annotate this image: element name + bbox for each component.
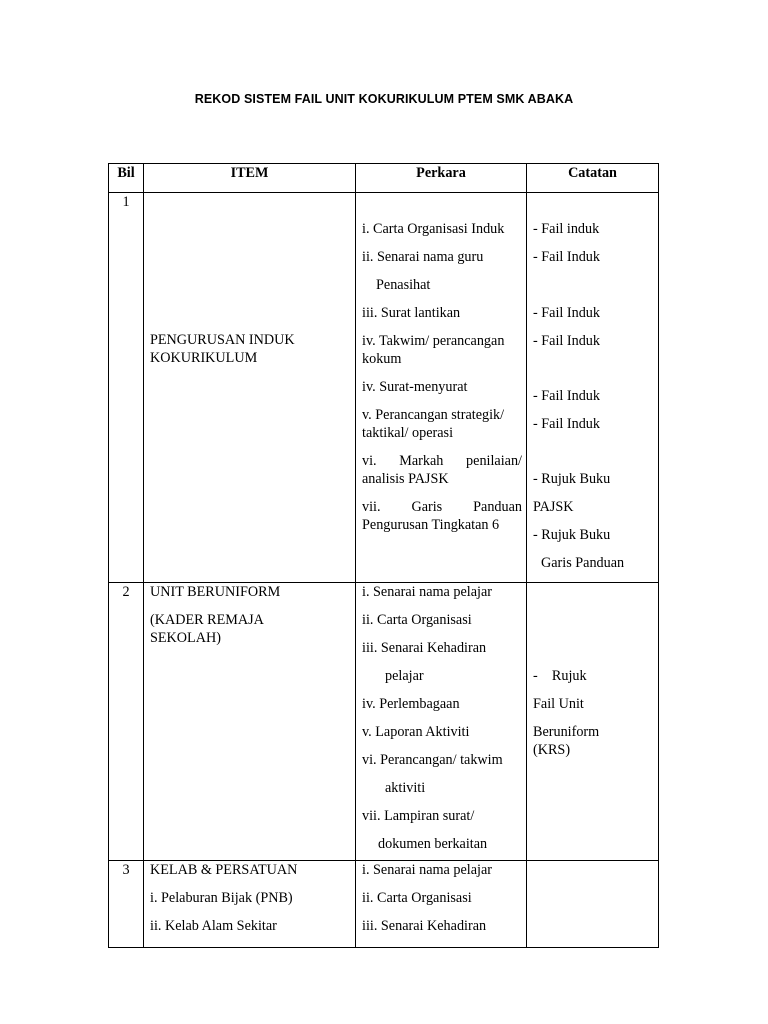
catatan-cell [527, 861, 659, 948]
table-row [109, 193, 659, 583]
document-title: REKOD SISTEM FAIL UNIT KOKURIKULUM PTEM SMK ABAKA [194, 92, 574, 106]
header-perkara: Perkara [356, 164, 527, 193]
item-cell [144, 193, 356, 583]
catatan-line: - Fail Induk [533, 305, 600, 321]
perkara-line: ii. Carta Organisasi [362, 890, 472, 906]
catatan-cell [527, 583, 659, 861]
catatan-line: - Fail induk [533, 221, 600, 237]
perkara-line: i. Carta Organisasi Induk [362, 221, 505, 237]
perkara-line: ii. Senarai nama guru [362, 249, 484, 265]
perkara-line: vii. Lampiran surat/ [362, 808, 475, 824]
table-header-row [109, 164, 659, 193]
item-line: KELAB & PERSATUAN [150, 862, 298, 878]
item-line: i. Pelaburan Bijak (PNB) [150, 890, 293, 906]
item-line: PENGURUSAN INDUK [150, 332, 295, 348]
catatan-line: - Fail Induk [533, 333, 600, 349]
catatan-line: Garis Panduan [541, 555, 625, 571]
row-number: 1 [109, 193, 144, 583]
header-item: ITEM [144, 164, 356, 193]
catatan-cell [527, 193, 659, 583]
catatan-line: - Rujuk Buku [533, 471, 611, 487]
item-line: UNIT BERUNIFORM [150, 584, 281, 600]
perkara-line: vii. Garis Panduan [362, 499, 522, 515]
catatan-line: - Fail Induk [533, 416, 600, 432]
item-line: ii. Kelab Alam Sekitar [150, 918, 277, 934]
perkara-cell [356, 193, 527, 583]
item-line: (KADER REMAJA [150, 612, 264, 628]
perkara-line: vi. Markah penilaian/ [362, 453, 522, 469]
perkara-line: Penasihat [376, 277, 431, 293]
catatan-line: (KRS) [533, 742, 571, 758]
perkara-line: taktikal/ operasi [362, 425, 454, 441]
perkara-line: i. Senarai nama pelajar [362, 584, 492, 600]
catatan-line: Fail Unit [533, 696, 584, 712]
row-number: 2 [109, 583, 144, 861]
perkara-line: aktiviti [385, 780, 426, 796]
table-row [109, 861, 659, 948]
catatan-line: - Rujuk [533, 668, 587, 684]
perkara-line: vi. Perancangan/ takwim [362, 752, 503, 768]
perkara-line: v. Perancangan strategik/ [362, 407, 505, 423]
perkara-line: iii. Senarai Kehadiran [362, 640, 487, 656]
perkara-line: iv. Surat-menyurat [362, 379, 468, 395]
perkara-line: kokum [362, 351, 402, 367]
item-cell [144, 861, 356, 948]
item-line: SEKOLAH) [150, 630, 221, 646]
perkara-cell [356, 583, 527, 861]
perkara-line: dokumen berkaitan [378, 836, 488, 852]
header-catatan: Catatan [527, 164, 659, 193]
header-bil: Bil [109, 164, 144, 193]
catatan-line: PAJSK [533, 499, 574, 515]
perkara-line: pelajar [385, 668, 424, 684]
perkara-line: ii. Carta Organisasi [362, 612, 472, 628]
perkara-line: i. Senarai nama pelajar [362, 862, 492, 878]
catatan-line: - Rujuk Buku [533, 527, 611, 543]
perkara-line: iv. Perlembagaan [362, 696, 460, 712]
item-line: KOKURIKULUM [150, 350, 258, 366]
perkara-line: analisis PAJSK [362, 471, 449, 487]
perkara-line: iii. Surat lantikan [362, 305, 461, 321]
file-record-table [108, 163, 659, 948]
catatan-line: - Fail Induk [533, 249, 600, 265]
perkara-cell [356, 861, 527, 948]
table-row [109, 583, 659, 861]
perkara-line: Pengurusan Tingkatan 6 [362, 517, 500, 533]
item-cell [144, 583, 356, 861]
catatan-line: Beruniform [533, 724, 600, 740]
perkara-line: v. Laporan Aktiviti [362, 724, 470, 740]
row-number: 3 [109, 861, 144, 948]
catatan-line: - Fail Induk [533, 388, 600, 404]
perkara-line: iv. Takwim/ perancangan [362, 333, 505, 349]
perkara-line: iii. Senarai Kehadiran [362, 918, 487, 934]
